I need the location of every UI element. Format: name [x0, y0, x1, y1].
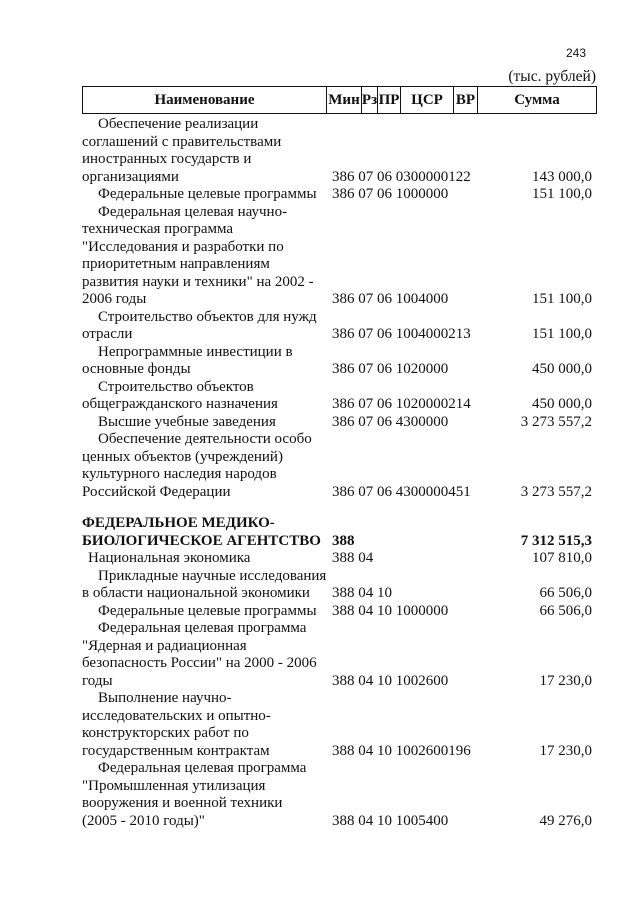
row-name-line: Федеральная целевая программа: [98, 620, 307, 636]
row-name-line: БИОЛОГИЧЕСКОЕ АГЕНТСТВО: [82, 532, 321, 549]
row-name-line: "Ядерная и радиационная: [82, 637, 247, 654]
row-name-line: конструкторских работ по: [82, 725, 249, 741]
row-name-line: культурного наследия народов: [82, 466, 277, 482]
row-name-line: приоритетным направлениям: [82, 256, 270, 272]
row-name-line: Обеспечение деятельности особо: [98, 431, 312, 447]
row-name: [82, 690, 332, 760]
row-code: 388 04 10 1002600196: [332, 742, 471, 759]
row-code: 388: [332, 532, 355, 549]
row-name-line: техническая программа: [82, 221, 234, 237]
table-row: [82, 568, 592, 603]
header-csr: ЦСР: [401, 87, 454, 113]
row-sum: 107 810,0: [532, 550, 592, 566]
row-code: 388 04 10 1005400: [332, 812, 449, 829]
table-row: [82, 309, 592, 344]
row-code: 386 07 06 1020000214: [332, 396, 471, 412]
row-sum: 151 100,0: [532, 291, 592, 307]
row-code: 386 07 06 1004000213: [332, 326, 471, 342]
row-sum: 17 230,0: [539, 742, 592, 759]
header-rz: Рз: [362, 87, 378, 113]
units-label: (тыс. рублей): [508, 68, 596, 85]
row-name-line: Выполнение научно-: [98, 690, 232, 706]
table-row: [82, 620, 592, 690]
row-name: [82, 186, 332, 204]
table-row: [82, 603, 592, 621]
table-row: [82, 379, 592, 414]
row-name-line: вооружения и военной техники: [82, 795, 283, 811]
header-pr: ПР: [378, 87, 401, 113]
section-gap: [82, 501, 592, 515]
row-name: [82, 204, 332, 309]
page-number: 243: [566, 46, 587, 60]
table-row: [82, 204, 592, 309]
row-code: 388 04: [332, 550, 374, 566]
row-name: [82, 603, 332, 621]
row-sum: 66 506,0: [539, 602, 592, 619]
row-name: [82, 309, 332, 344]
row-name-line: Обеспечение реализации: [98, 116, 259, 132]
row-sum: 151 100,0: [532, 326, 592, 342]
row-sum: 7 312 515,3: [520, 532, 592, 549]
row-name: [82, 568, 332, 603]
row-name-line: государственным контрактам: [82, 742, 270, 759]
row-name-line: развития науки и техники" на 2002 -: [82, 273, 314, 290]
row-name-line: основные фонды: [82, 361, 191, 377]
row-name-line: соглашений с правительствами: [82, 133, 282, 150]
row-name-line: Федеральные целевые программы: [98, 186, 317, 202]
row-code: 386 07 06 1020000: [332, 361, 449, 377]
table-row: [82, 414, 592, 432]
row-name-line: общегражданского назначения: [82, 396, 278, 412]
header-min: Мин: [327, 87, 362, 113]
row-name-line: годы: [82, 672, 113, 689]
row-name: [82, 620, 332, 690]
row-name-line: Прикладные научные исследования: [98, 567, 327, 584]
row-code: 388 04 10 1002600: [332, 672, 449, 689]
row-name-line: ценных объектов (учреждений): [82, 448, 283, 465]
row-name: [82, 431, 332, 501]
table-row: [82, 186, 592, 204]
row-name-line: Федеральная целевая научно-: [98, 203, 288, 220]
row-sum: 66 506,0: [539, 585, 592, 601]
row-name-line: иностранных государств и: [82, 151, 252, 167]
row-name-line: Российской Федерации: [82, 483, 231, 500]
row-sum: 143 000,0: [532, 168, 592, 185]
row-name-line: безопасность России" на 2000 - 2006: [82, 655, 317, 671]
row-name-line: Строительство объектов: [98, 378, 254, 395]
row-code: 386 07 06 4300000451: [332, 483, 471, 500]
row-code: 386 07 06 0300000122: [332, 168, 471, 185]
row-name-line: ФЕДЕРАЛЬНОЕ МЕДИКО-: [82, 515, 275, 531]
row-code: 386 07 06 1004000: [332, 291, 449, 307]
row-name-line: Строительство объектов для нужд: [98, 308, 317, 325]
header-sum: Сумма: [514, 91, 560, 108]
header-name: Наименование: [83, 87, 327, 113]
row-name-line: в области национальной экономики: [82, 585, 310, 601]
row-name: [82, 760, 332, 830]
table-row: [82, 760, 592, 830]
row-sum: 49 276,0: [539, 812, 592, 829]
row-name-line: исследовательских и опытно-: [82, 707, 271, 724]
row-name: [82, 515, 332, 550]
table-row: [82, 515, 592, 550]
row-name-line: "Промышленная утилизация: [82, 777, 266, 794]
row-name-line: отрасли: [82, 326, 133, 342]
row-sum: 3 273 557,2: [520, 483, 592, 500]
header-vr: ВР: [454, 87, 478, 113]
row-name: [82, 116, 332, 186]
table-row: [82, 116, 592, 186]
row-name-line: 2006 годы: [82, 291, 147, 307]
row-name-line: (2005 - 2010 годы)": [82, 812, 205, 829]
table-row: [82, 344, 592, 379]
row-name: [82, 379, 332, 414]
row-name: [82, 344, 332, 379]
row-sum: 151 100,0: [532, 186, 592, 202]
row-sum: 17 230,0: [539, 672, 592, 689]
row-code: 386 07 06 4300000: [332, 413, 449, 430]
table-header: [82, 86, 597, 114]
row-name: [82, 550, 332, 568]
row-name-line: организациями: [82, 168, 179, 185]
table-row: [82, 690, 592, 760]
row-code: 386 07 06 1000000: [332, 186, 449, 202]
row-code: 388 04 10: [332, 585, 392, 601]
row-name-line: Федеральная целевая программа: [98, 760, 307, 776]
row-sum: 450 000,0: [532, 361, 592, 377]
table-row: [82, 550, 592, 568]
row-name-line: Федеральные целевые программы: [98, 602, 317, 619]
row-name-line: Национальная экономика: [88, 550, 251, 566]
row-sum: 3 273 557,2: [520, 413, 592, 430]
row-sum: 450 000,0: [532, 396, 592, 412]
table-row: [82, 431, 592, 501]
table-body: [82, 116, 592, 830]
row-name: [82, 414, 332, 432]
row-code: 388 04 10 1000000: [332, 602, 449, 619]
row-name-line: "Исследования и разработки по: [82, 238, 284, 255]
row-name-line: Высшие учебные заведения: [98, 413, 276, 430]
row-name-line: Непрограммные инвестиции в: [98, 343, 293, 360]
